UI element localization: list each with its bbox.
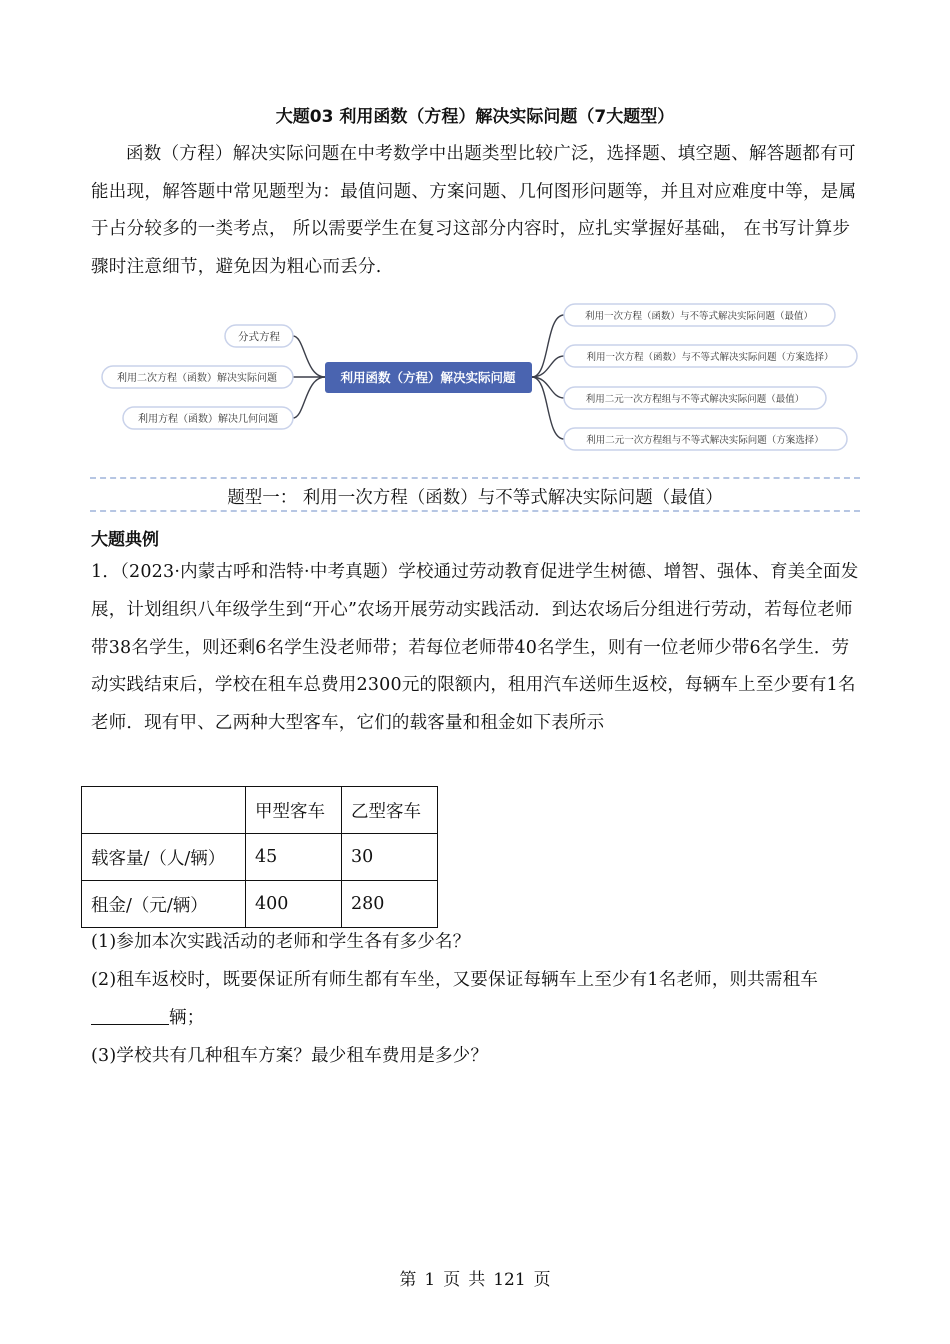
table-cell: 280	[342, 881, 438, 928]
mindmap-left-label: 利用二次方程（函数）解决实际问题	[117, 373, 277, 384]
mindmap-left-label: 分式方程	[238, 331, 280, 343]
section-divider-bottom	[90, 510, 860, 512]
example-heading: 大题典例	[91, 530, 159, 550]
section-divider-top	[90, 477, 860, 479]
current-page-number: 1	[424, 1270, 436, 1290]
mindmap-right-label: 利用二元一次方程组与不等式解决实际问题（最值）	[585, 394, 805, 405]
mindmap-right-label: 利用二元一次方程组与不等式解决实际问题（方案选择）	[586, 435, 824, 446]
intro-paragraph: 函数（方程）解决实际问题在中考数学中出题类型比较广泛，选择题、填空题、解答题都有可能出现，解答题中常见题型为：最值问题、方案问题、几何图形问题等，并且对应难度中等，是属于占分较多的一类考点， 所以需要学生在复习这部分内容时，应扎实掌握好基础， 在书写计算步骤时注意细节，避免因为粗心而丢分.	[91, 144, 857, 277]
table-cell: 载客量/（人/辆）	[82, 834, 246, 881]
footer-text: 页	[443, 1270, 461, 1290]
footer-text: 页	[533, 1270, 551, 1290]
connector-left-2	[293, 377, 325, 418]
total-page-number: 121	[493, 1270, 526, 1290]
question-3: (3)学校共有几种租车方案？最少租车费用是多少？	[91, 1046, 489, 1066]
table-cell	[82, 787, 246, 834]
section-title: 题型一： 利用一次方程（函数）与不等式解决实际问题（最值）	[227, 488, 723, 508]
connector-right-1	[532, 356, 564, 377]
question-2-suffix: 辆；	[169, 1007, 205, 1028]
table-cell: 45	[246, 834, 342, 881]
connector-left-0	[293, 336, 325, 377]
problem-statement: 1．（2023·内蒙古呼和浩特·中考真题）学校通过劳动教育促进学生树德、增智、强体、育美全面发展，计划组织八年级学生到“开心”农场开展劳动实践活动．到达农场后分组进行劳动，若每位老师带38名学生，则还剩6名学生没老师带；若每位老师带40名学生，则有一位老师少带6名学生．劳动实践结束后，学校在租车总费用2300元的限额内，租用汽车送师生返校，每辆车上至少要有1名老师．现有甲、乙两种大型客车，它们的载客量和租金如下表所示	[91, 562, 859, 734]
table-cell: 甲型客车	[246, 787, 342, 834]
mindmap-right-label: 利用一次方程（函数）与不等式解决实际问题（方案选择）	[586, 352, 834, 363]
footer-text: 共	[468, 1270, 486, 1290]
mind-map	[90, 300, 870, 460]
bus-table	[81, 786, 438, 928]
mindmap-right-label: 利用一次方程（函数）与不等式解决实际问题（最值）	[584, 311, 814, 322]
footer-text: 第	[399, 1270, 417, 1290]
table-cell: 租金/（元/辆）	[82, 881, 246, 928]
table-row	[82, 881, 438, 928]
connector-right-2	[532, 377, 564, 398]
table-row	[82, 834, 438, 881]
table-cell: 400	[246, 881, 342, 928]
table-cell: 乙型客车	[342, 787, 438, 834]
table-cell: 30	[342, 834, 438, 881]
table-header-row	[82, 787, 438, 834]
answer-blank[interactable]	[91, 1006, 169, 1025]
question-2-text: (2)租车返校时，既要保证所有师生都有车坐，又要保证每辆车上至少有1名老师，则共需租车	[91, 970, 819, 990]
mindmap-center-label: 利用函数（方程）解决实际问题	[340, 370, 516, 385]
page-footer	[0, 1265, 950, 1290]
question-1: (1)参加本次实践活动的老师和学生各有多少名？	[91, 932, 471, 952]
mindmap-left-label: 利用方程（函数）解决几何问题	[138, 414, 278, 425]
question-2	[91, 962, 861, 1038]
page-title: 大题03 利用函数（方程）解决实际问题（7大题型）	[275, 107, 675, 127]
